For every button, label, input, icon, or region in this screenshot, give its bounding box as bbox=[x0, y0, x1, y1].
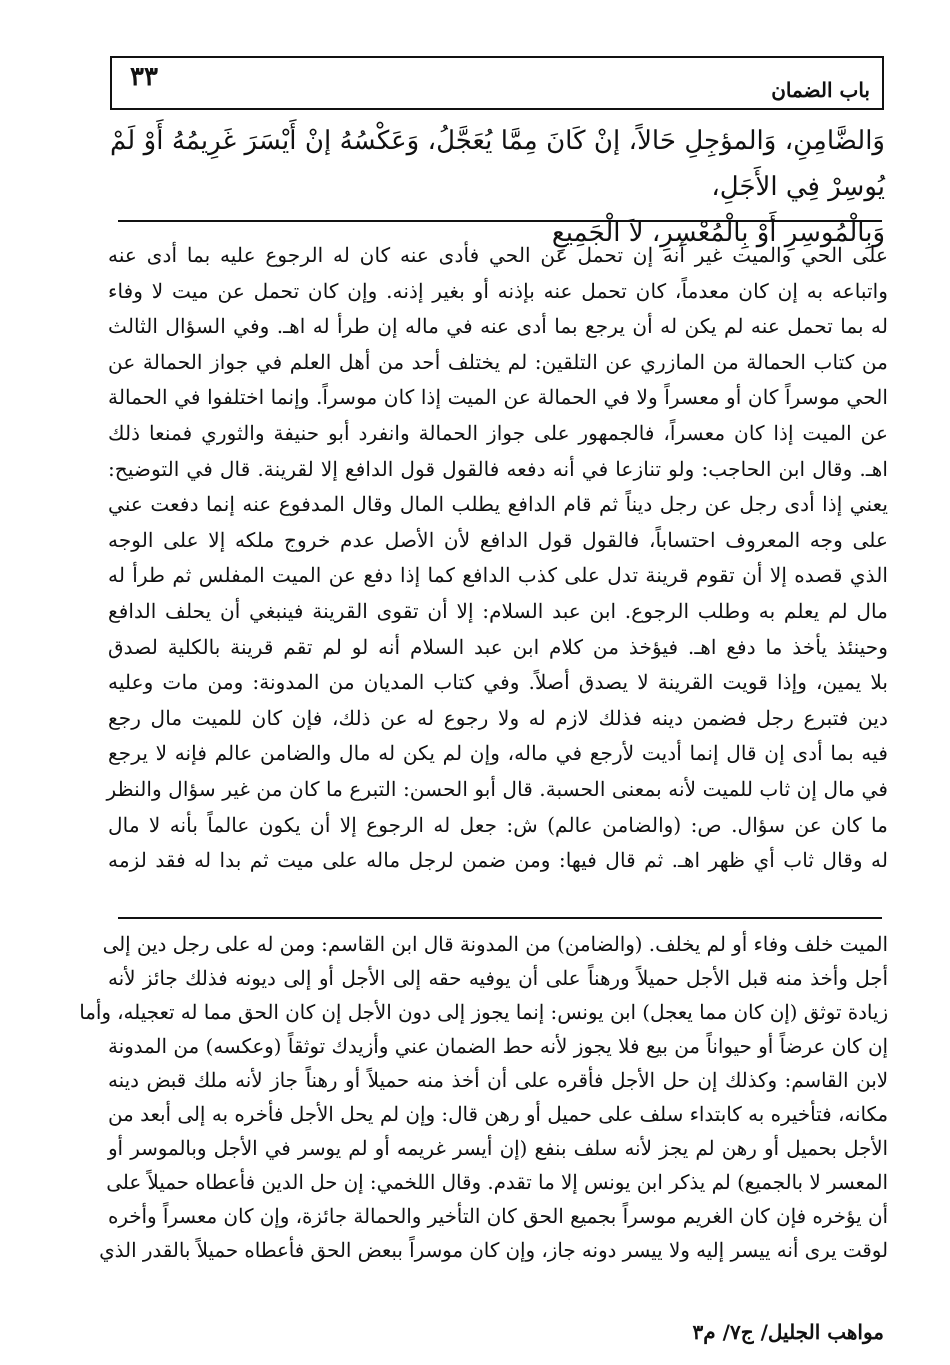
text-line: له بما تحمل عنه لم يكن له أن يرجع بما أدى عنه في ماله إن طرأ له اهـ. وفي السؤال الثالث bbox=[108, 314, 888, 339]
text-line: له وقال ثاب أي ظهر اهـ. ثم قال فيها: ومن ضمن لرجل ماله على ميت ثم بدا له فقد لزمه bbox=[108, 848, 888, 873]
footnote-line: مكانه، فتأخيره به كابتداء سلف على حميل أو رهن قال: وإن لم يحل الأجل فأخره به إلى أبعد من bbox=[108, 1103, 888, 1126]
text-line: مال لم يعلم به وطلب الرجوع. ابن عبد السلام: إلا أن تقوى القرينة فينبغي أن يحلف الدافع bbox=[108, 598, 888, 623]
text-line: الذي قصده إلا أن تقوم قرينة تدل على كذب الدافع كما إذا دفع عن الميت المفلس ثم طرأ له bbox=[108, 563, 888, 588]
text-line: عن الميت إذا كان معسراً، فالجمهور على جواز الحمالة وانفرد أبو حنيفة والثوري فمنعا ذلك bbox=[108, 420, 888, 445]
text-line: في مال إن ثاب للميت لأنه بمعنى الحسبة. قال أبو الحسن: التبرع ما كان من غير سؤال والنظر bbox=[106, 776, 888, 801]
divider bbox=[118, 917, 882, 919]
footnote-commentary bbox=[79, 928, 888, 1268]
text-line: من كتاب الحمالة من المازري عن التلقين: لم يختلف أحد من أهل العلم في جواز الحمالة عن bbox=[108, 349, 888, 374]
matn-line: وَبِالْمُوسِرِ أَوْ بِالْمُعْسِرِ، لاَ الْجَمِيعِ bbox=[551, 218, 885, 248]
footnote-line: لوقت يرى أنه ييسر إليه ولا ييسر دونه جاز، وإن كان موسراً ببعض الحق فأعطاه حميلاً بالقدر الذي bbox=[99, 1239, 888, 1262]
page-number: ٣٣ bbox=[130, 62, 158, 92]
text-line: على الحي والميت غير أنه إن تحمل عن الحي فأدى عنه كان له الرجوع عليه بما أدى عنه bbox=[108, 243, 888, 267]
matn-line: وَالضَّامِنِ، وَالمؤجِلِ حَالاً، إنْ كَانَ مِمَّا يُعَجَّلُ، وَعَكْسُهُ إنْ أَيْسَرَ غَرِيمُهُ أَوْ لَمْ يُوسِرْ فِي الأَجَلِ، bbox=[110, 126, 885, 202]
text-line: على وجه المعروف احتساباً، فالقول قول الدافع لأن الأصل عدم خروج ملكه إلا على الوجه bbox=[108, 527, 888, 552]
text-line: بلا يمين، وإذا قويت القرينة لا يصدق أصلاً. وفي كتاب المديان من المدونة: ومن مات وعليه bbox=[108, 670, 888, 695]
text-line: واتباعه به إن كان معدماً، كان تحمل عنه بإذنه أو بغير إذنه. وإن كان تحمل عن ميت لا وفاء bbox=[108, 278, 888, 303]
text-line: ما كان عن سؤال. ص: (والضامن عالم) ش: جعل له الرجوع إلا أن يكون عالماً بأنه لا مال bbox=[108, 812, 888, 837]
footnote-line: إن كان عرضاً أو حيواناً من بيع فلا يجوز لأنه حط الضمان عني وأزيدك توثقاً (وعكسه) من المدونة bbox=[108, 1035, 888, 1058]
footnote-line: الميت خلف وفاء أو لم يخلف. (والضامن) من المدونة قال ابن القاسم: ومن له على رجل دين إلى bbox=[102, 933, 888, 956]
page-footer: مواهب الجليل/ ج٧/ م٣ bbox=[692, 1320, 884, 1344]
footnote-line: أجل وأخذ منه قبل الأجل حميلاً ورهناً على أن يوفيه حقه إلى الأجل أو إلى ديونه فذلك جائز لأنه bbox=[108, 967, 888, 990]
text-line: فيه بما أدى إن قال إنما أديت لأرجع في ماله، وإن لم يكن له مال والضامن عالم فإنه لا يرجع bbox=[108, 741, 888, 766]
footnote-line: زيادة توثق (إن كان مما يعجل) ابن يونس: إنما يجوز إلى دون الأجل إن كان الحق مما له تعجيله، وأما bbox=[79, 1001, 888, 1024]
chapter-title: باب الضمان bbox=[771, 78, 870, 102]
text-line: الحي موسراً كان أو معسراً ولا في الحمالة عن الميت إذا كان موسراً. وإنما اختلفوا في الحمالة bbox=[108, 385, 888, 410]
main-commentary bbox=[108, 238, 888, 879]
divider bbox=[118, 220, 882, 222]
text-line: دين فتبرع رجل فضمن دينه فذلك لازم له ولا رجوع له عن ذلك، فإن كان للميت مال رجع bbox=[108, 705, 888, 730]
footnote-line: لابن القاسم: وكذلك إن حل الأجل فأقره على أن أخذ منه حميلاً أو رهناً جاز لأنه ملك قبض دينه bbox=[108, 1069, 888, 1092]
footnote-line: المعسر لا بالجميع) لم يذكر ابن يونس إلا ما تقدم. وقال اللخمي: إن حل الدين فأعطاه حميلاً على bbox=[106, 1171, 888, 1194]
footnote-line: أن يؤخره فإن كان الغريم موسراً بجميع الحق كان التأخير والحمالة جائزة، وإن كان معسراً وأخره bbox=[108, 1205, 888, 1228]
text-line: وحينئذ يأخذ ما دفع اهـ. فيؤخذ من كلام ابن عبد السلام أنه لو لم تقم قرينة بالكلية لصدق bbox=[108, 634, 888, 659]
matn-text bbox=[110, 118, 885, 256]
text-line: اهـ. وقال ابن الحاجب: ولو تنازعا في أنه دفعه فالقول قول الدافع إلا لقرينة. قال في التوضيح: bbox=[108, 456, 888, 481]
page-header bbox=[110, 56, 884, 110]
footnote-line: الأجل بحميل أو رهن لم يجز لأنه سلف بنفع (إن أيسر غريمه أو لم يوسر في الأجل وبالموسر أو bbox=[108, 1137, 888, 1160]
text-line: يعني إذا أدى رجل عن رجل ديناً ثم قام الدافع يطلب المال وقال المدفوع عنه إنما دفعت عني bbox=[108, 492, 888, 517]
